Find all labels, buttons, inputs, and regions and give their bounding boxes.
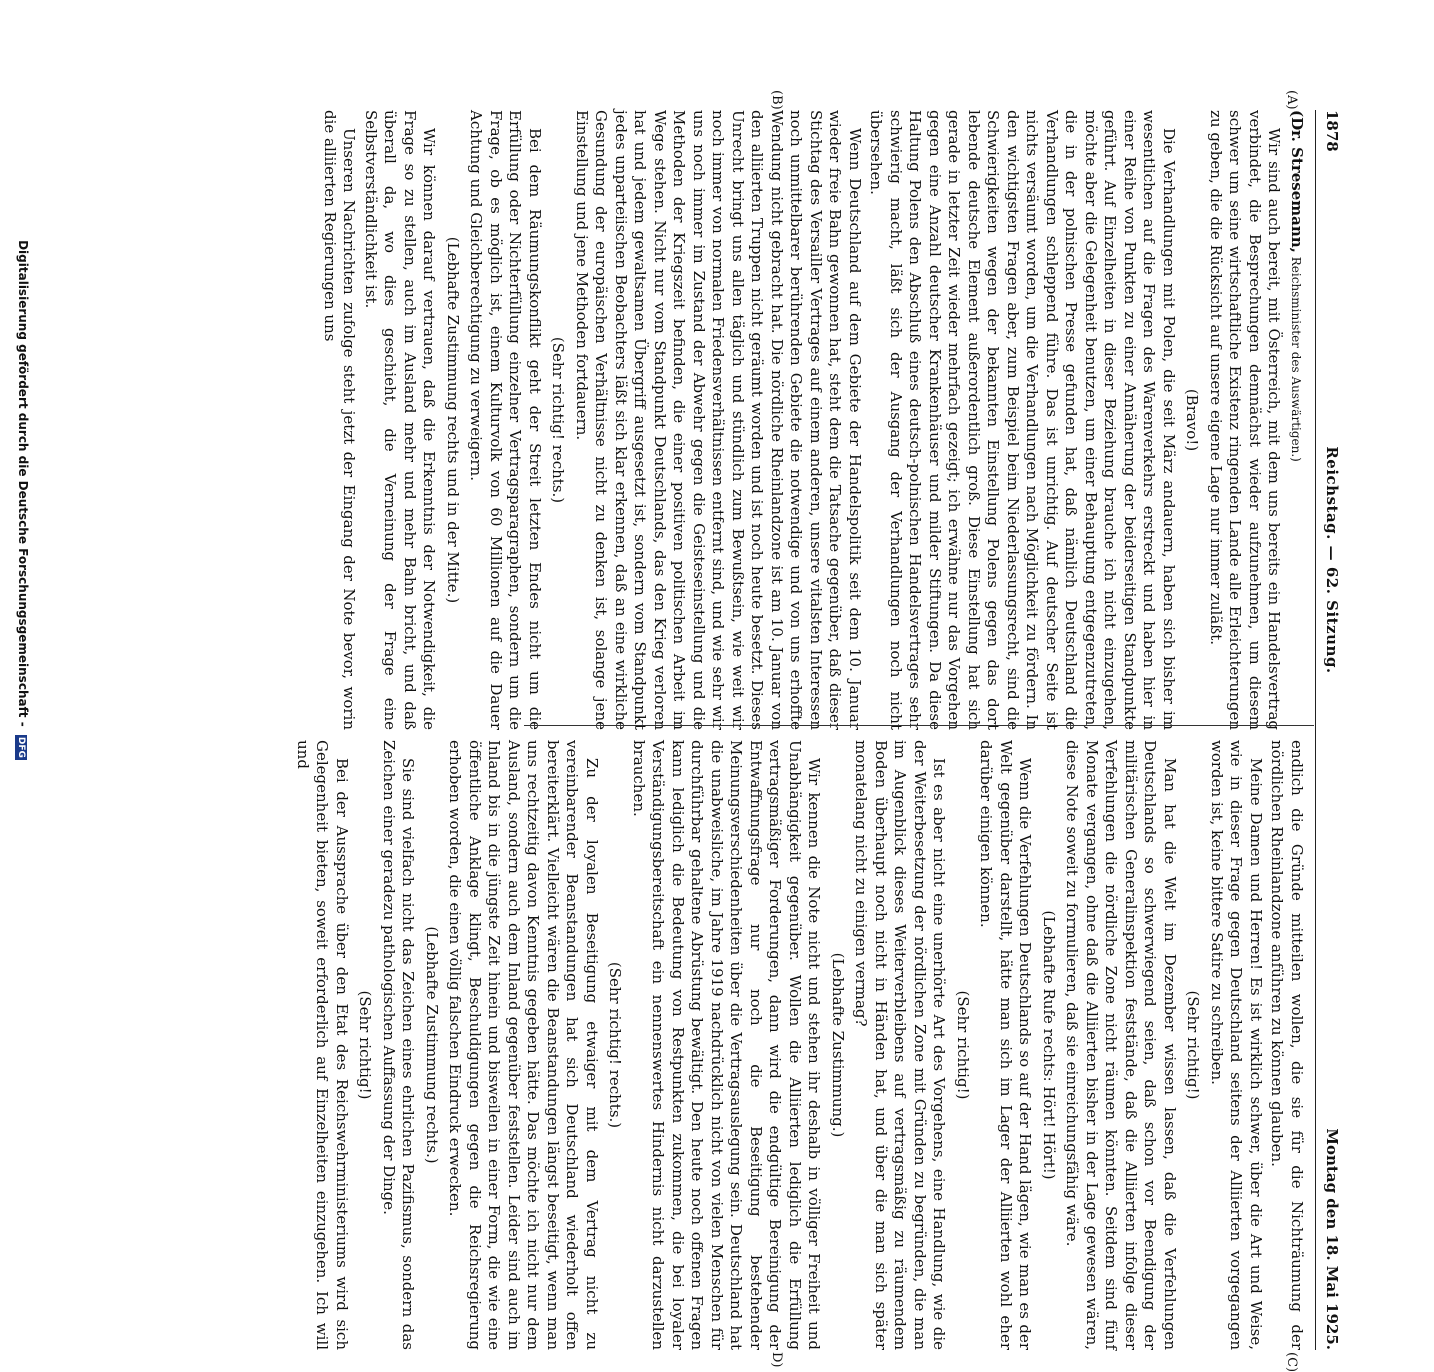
header-rule xyxy=(1315,110,1316,1350)
session-date: Montag den 18. Mai 1925. xyxy=(1323,1128,1341,1350)
paragraph: Die Verhandlungen mit Polen, die seit März andauern, haben sich bisher im wesentlichen auf die Fragen des Warenverkehrs erstreckt und haben hier in einer Reihe von Punkten zu einer Annäherung der beiderseitigen Standpunkte geführt. Auf Einzelheiten in dieser Beziehung brauche ich nicht einzugehen, möchte aber die Gelegenheit benutzen, um einer Behauptung entgegenzutreten, die in der polnischen Presse gefunden hat, daß nämlich Deutschland die Verhandlungen schleppend führe. Das ist unrichtig. Auf deutscher Seite ist nichts versäumt worden, um die Verhandlungen nach Möglichkeit zu fördern. In den wichtigsten Fragen aber, zum Beispiel beim Niederlassungsrecht, sind die Schwierigkeiten wegen der bekannten Einstellung Polens gegen das dort lebende deutsche Element außerordentlich groß. Diese Einstellung hat sich gerade in letzter Zeit wieder mehrfach gezeigt; ich erwähne nur das Vorgehen gegen eine Anzahl deutscher Krankenhäuser und milder Stiftungen. Da diese Haltung Polens den Abschluß eines deutsch-polnischen Handelsvertrages sehr schwierig macht, läßt sich der Ausgang der Verhandlungen noch nicht übersehen. xyxy=(867,110,1178,730)
paragraph: Wir kennen die Note nicht und stehen ihr deshalb in völliger Freiheit und Unabhängigkeit gegenüber. Wollen die Alliierten lediglich die Erfüllung vertragsmäßiger Forderungen, dann wird die endgültige Bereinigung der Entwaffnungsfrage nur noch die Beseitigung bestehender Meinungsverschiedenheiten über die Vertragsauslegung sein. Deutschland hat die unabweisliche, im Jahre 1919 nachdrücklich nicht von vielen Menschen für durchführbar gehaltene Abrüstung bewältigt. Den heute noch offenen Fragen kann lediglich die Bedeutung von Restpunkten zukommen, die bei loyaler Verständigungsbereitschaft ein nennenswertes Hindernis nicht darzustellen brauchen. xyxy=(630,740,824,1350)
paragraph: Meine Damen und Herren! Es ist wirklich schwer, über die Art und Weise, wie in dieser Frage gegen Deutschland seitens der Alliierten vorgegangen worden ist, keine bittere Satire zu schreiben. xyxy=(1208,740,1265,1350)
paragraph: Bei dem Räumungskonflikt geht der Streit letzten Endes nicht um die Erfüllung oder Nichterfüllung einzelner Vertragsparagraphen, sondern um die Frage, ob es möglich ist, einem Kulturvolk von 60 Millionen auf die Dauer Achtung und Gleichberechtigung zu verweigern. xyxy=(467,110,544,730)
interjection: (Sehr richtig! rechts.) xyxy=(549,336,568,504)
interjection: (Lebhafte Zustimmung rechts.) xyxy=(423,926,441,1164)
interjection: (Sehr richtig! rechts.) xyxy=(606,961,625,1129)
column-divider xyxy=(524,725,1314,726)
margin-mark-c: (C) xyxy=(1284,1352,1299,1372)
paragraph: Bei der Aussprache über den Etat des Reichswehrministeriums wird sich Gelegenheit bieten, soweit erforderlich auf Einzelheiten einzugehen. Ich will und xyxy=(294,740,351,1350)
footer-credit: Digitalisierung gefördert durch die Deutsche Forschungsgemeinschaft - xyxy=(16,240,30,727)
paragraph: Wir können darauf vertrauen, daß die Erkenntnis der Notwendigkeit, die Frage so zu stellen, auch im Ausland mehr und mehr Bahn bricht, und daß überall da, wo dies geschieht, die Verneinung der Frage eine Selbstverständlichkeit ist. xyxy=(362,110,439,730)
interjection: (Sehr richtig!) xyxy=(356,990,375,1100)
margin-mark-a: (A) xyxy=(1284,90,1299,110)
interjection: (Bravo!) xyxy=(1183,388,1202,452)
paragraph: Man hat die Welt im Dezember wissen lassen, daß die Verfehlungen Deutschlands so schwerwiegend seien, daß schon vor Beendigung der militärischen Generalinspektion feststände, daß die Alliierten infolge dieser Verfehlungen die nördliche Zone nicht räumen könnten. Seitdem sind fünf Monate vergangen, ohne daß die Alliierten bisher in der Lage gewesen wären, diese Note soweit zu formulieren, daß sie einreichungsfähig wäre. xyxy=(1063,740,1179,1350)
speaker-line xyxy=(1286,110,1307,730)
right-column xyxy=(294,740,1306,1350)
page-footer xyxy=(15,0,30,1000)
speaker-role: Reichsminister des Auswärtigen.) xyxy=(1289,252,1303,462)
interjection: (Sehr richtig!) xyxy=(1184,990,1203,1100)
speaker-name: (Dr. Stresemann, xyxy=(1288,110,1306,253)
interjection: (Sehr richtig!) xyxy=(954,990,972,1100)
paragraph: Wenn Deutschland auf dem Gebiete der Handelspolitik seit dem 10. Januar wieder freie Bahn gewonnen hat, steht dem die Tatsache gegenüber, daß dieser Stichtag des Versailler Vertrages auf einem anderen, unsere vitalsten Interessen noch unmittelbarer berührenden Gebiete die notwendige und von uns erhoffte Wendung nicht gebracht hat. Die nördliche Rheinlandzone ist am 10. Januar von den alliierten Truppen nicht geräumt worden und ist noch heute besetzt. Dieses Unrecht bringt uns allen täglich und stündlich zum Bewußtsein, wie weit wir noch immer von normalen Friedensverhältnissen entfernt sind, und wie sehr wir uns noch immer im Zustand der Abwehr gegen die Geisteseinstellung und die Methoden der Kriegszeit befinden, die einer positiven politischen Arbeit im Wege stehen. Nicht nur vom Standpunkt Deutschlands, das den Krieg verloren hat und jedem gewaltsamen Übergriff ausgesetzt ist, sondern vom Standpunkt jedes unparteiischen Beobachters läßt sich klar erkennen, daß an eine wirkliche Gesundung der europäischen Verhältnisse nicht zu denken ist, solange jene Einstellung und jene Methoden fortdauern. xyxy=(573,110,864,730)
interjection: (Lebhafte Rufe rechts: Hört! Hört!) xyxy=(1040,910,1058,1180)
margin-mark-b: (B) xyxy=(769,90,784,110)
paragraph: Wir sind auch bereit, mit Österreich, mit dem uns bereits ein Handelsvertrag verbindet, die Besprechungen demnächst wieder aufzunehmen, um diesem schwer um seine wirtschaftliche Existenz ringenden Lande alle Erleichterungen zu geben, die die Rücksicht auf unsere eigene Lage nur immer zuläßt. xyxy=(1207,110,1284,730)
paragraph: Wenn die Verfehlungen Deutschlands so auf der Hand lägen, wie man es der Welt gegenüber darstellt, hätte man sich im Lager der Alliierten wohl eher darüber einigen können. xyxy=(977,740,1035,1350)
paragraph: Sie sind vielfach nicht das Zeichen eines ehrlichen Pazifismus, sondern das Zeichen einer geradezu pathologischen Auffassung der Dinge. xyxy=(380,740,418,1350)
interjection: (Lebhafte Zustimmung rechts und in der Mitte.) xyxy=(444,236,462,604)
paragraph: Unseren Nachrichten zufolge steht jetzt der Eingang der Note bevor, worin die alliierten Regierungen uns xyxy=(321,110,359,730)
left-column xyxy=(321,110,1306,730)
page-header xyxy=(1318,110,1346,1350)
paragraph: Zu der loyalen Beseitigung etwaiger mit dem Vertrag nicht zu vereinbarender Beanstandungen hat sich Deutschland wiederholt offen bereiterklärt. Vielleicht wären die Beanstandungen längst beseitigt, wenn man uns rechtzeitig davon Kenntnis gegeben hätte. Das möchte ich nicht nur dem Ausland, sondern auch dem Inland gegenüber feststellen. Leider sind auch im Inland bis in die jüngste Zeit hinein und bisweilen in einer Form, die wie eine öffentliche Anklage klingt, Beschuldigungen gegen die Reichsregierung erhoben worden, die einen völlig falschen Eindruck erwecken. xyxy=(446,740,601,1350)
running-title: Reichstag. — 62. Sitzung. xyxy=(1323,446,1341,674)
dfg-logo: DFG xyxy=(16,736,26,758)
paragraph: Ist es aber nicht eine unerhörte Art des Vorgehens, eine Handlung, wie die der Weiterbesetzung der nördlichen Zone mit Gründen zu begründen, die man im Augenblick dieses Weiterverbleibens auf vertragsmäßig zu räumendem Boden überhaupt noch nicht in Händen hat, und über die man sich später monatelang nicht zu einigen vermag? xyxy=(852,740,949,1350)
page-number: 1878 xyxy=(1323,110,1341,152)
paragraph: endlich die Gründe mitteilen wollen, die sie für die Nichträumung der nördlichen Rheinlandzone anführen zu können glauben. xyxy=(1268,740,1306,1350)
margin-mark-d: D) xyxy=(769,1352,784,1368)
interjection: (Lebhafte Zustimmung.) xyxy=(829,952,847,1138)
